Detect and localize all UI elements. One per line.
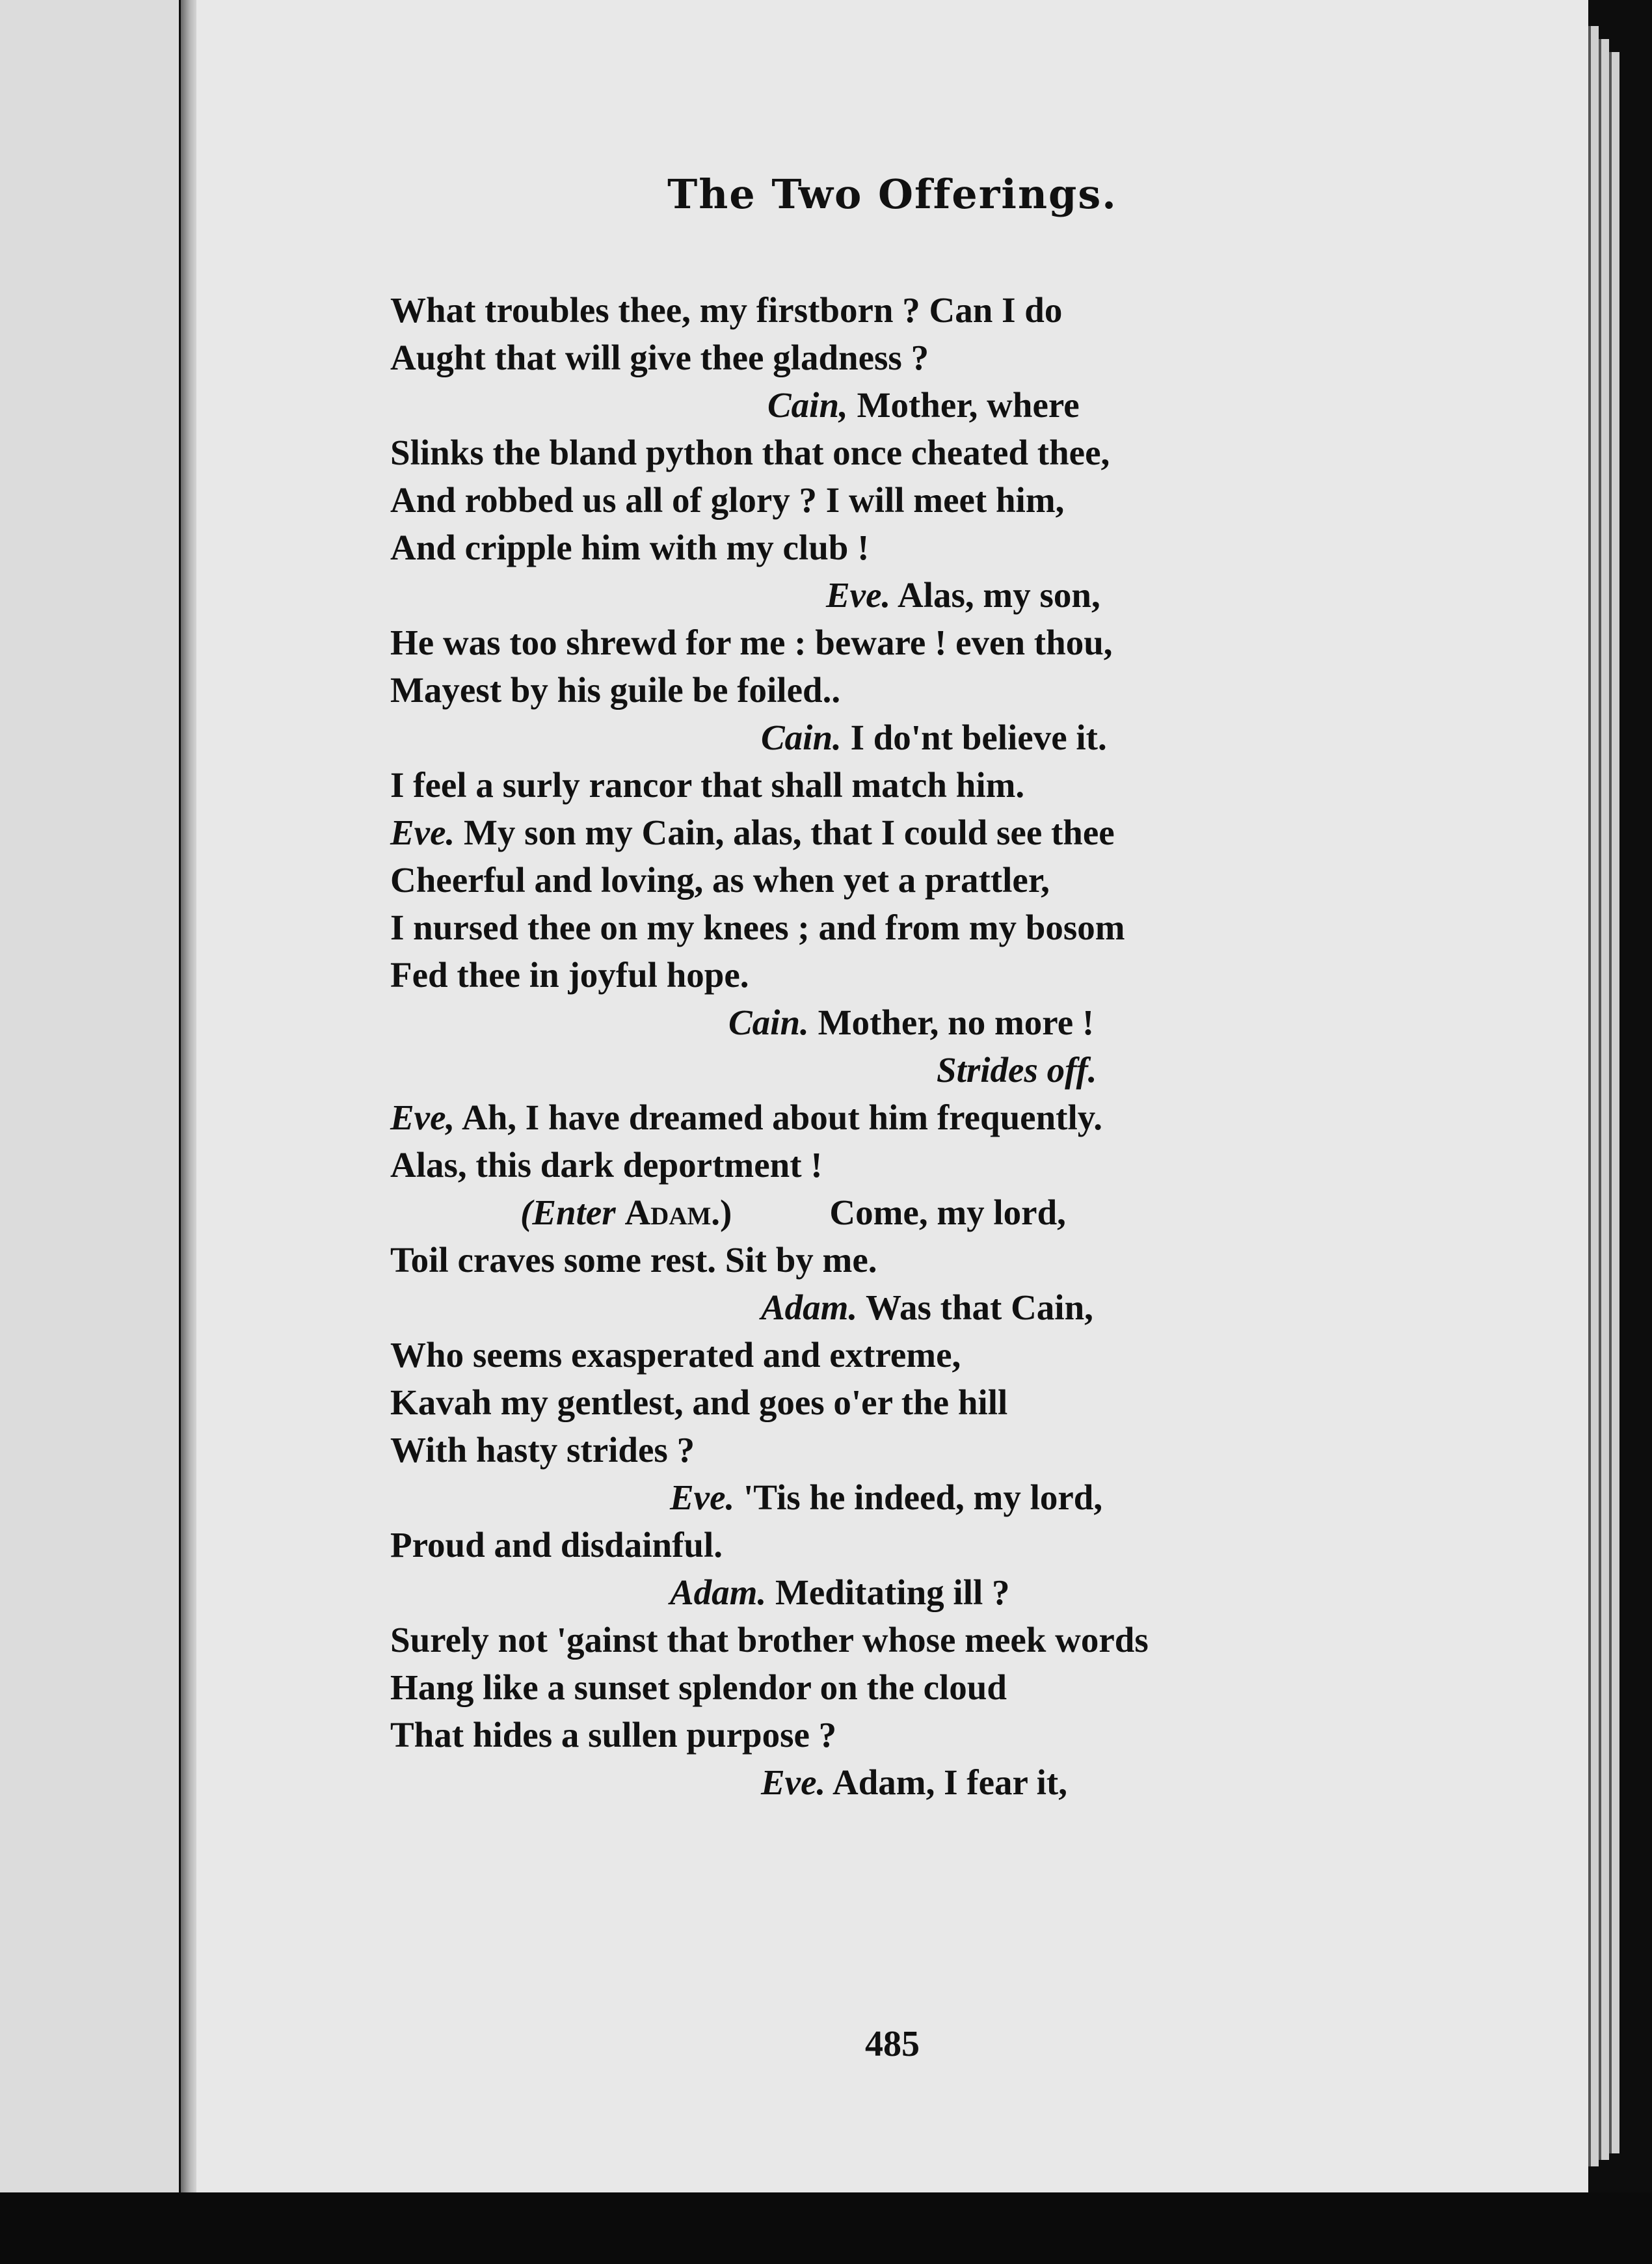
verse-line: [390, 1284, 1275, 1331]
verse-line: [390, 1331, 1275, 1379]
verse-line: [390, 666, 1275, 714]
speaker-name: Eve,: [390, 1098, 455, 1137]
line-text: My son my Cain, alas, that I could see thee: [455, 813, 1115, 852]
line-text: Cheerful and loving, as when yet a prattler,: [390, 860, 1050, 900]
verse-line: [390, 856, 1275, 904]
line-text: He was too shrewd for me : beware ! even thou,: [390, 623, 1113, 662]
verse-line: [390, 1759, 1275, 1806]
running-head: The Two Offerings.: [667, 170, 1117, 218]
line-text: Kavah my gentlest, and goes o'er the hill: [390, 1382, 1008, 1422]
line-text: Aught that will give thee gladness ?: [390, 338, 929, 377]
line-text: Mother, where: [847, 385, 1080, 425]
verse-line: [390, 1616, 1275, 1664]
verse-line: [390, 1664, 1275, 1711]
verse-line: [390, 1474, 1275, 1521]
line-text: That hides a sullen purpose ?: [390, 1715, 837, 1755]
speaker-name: Eve.: [761, 1762, 826, 1802]
verse-line: [390, 951, 1275, 999]
line-text: What troubles thee, my firstborn ? Can I do: [390, 290, 1063, 330]
speaker-name: Adam.: [761, 1287, 858, 1327]
verse-line: [390, 809, 1275, 856]
speaker-name: Adam.: [670, 1572, 767, 1612]
verse-line: [390, 1569, 1275, 1616]
line-text: Ah, I have dreamed about him frequently.: [455, 1098, 1102, 1137]
stage-direction: Strides off.: [937, 1050, 1097, 1090]
speaker-name: Eve.: [670, 1477, 735, 1517]
verse-line: [390, 1046, 1275, 1094]
line-text: Alas, this dark deportment !: [390, 1145, 823, 1185]
speaker-name: Eve.: [826, 575, 891, 615]
line-text: Fed thee in joyful hope.: [390, 955, 749, 995]
verse-line: [390, 761, 1275, 809]
page-number: 485: [865, 2024, 920, 2064]
verse-line: [390, 1236, 1275, 1284]
line-text: Proud and disdainful.: [390, 1525, 723, 1565]
line-text: Adam, I fear it,: [825, 1762, 1067, 1802]
verse-line: [390, 714, 1275, 761]
page-edge-3: [1609, 52, 1619, 2153]
verse-line: [390, 1094, 1275, 1141]
page-edge-1: [1588, 26, 1599, 2166]
stage-direction-name: Adam.: [624, 1193, 721, 1232]
line-text: I feel a surly rancor that shall match him.: [390, 765, 1025, 805]
line-text: Slinks the bland python that once cheated thee,: [390, 433, 1110, 472]
line-text: And cripple him with my club !: [390, 528, 870, 567]
verse-line: [390, 1426, 1275, 1474]
speaker-name: Cain.: [728, 1003, 809, 1042]
page-edge-2: [1599, 39, 1609, 2160]
line-text: And robbed us all of glory ? I will meet him,: [390, 480, 1065, 520]
line-text: Mayest by his guile be foiled..: [390, 670, 841, 710]
verse-line: [390, 1189, 1275, 1236]
verse-line: [390, 1711, 1275, 1759]
line-text: Mother, no more !: [808, 1003, 1095, 1042]
speaker-name: Cain,: [767, 385, 848, 425]
verse-line: [390, 571, 1275, 619]
line-text: Meditating ill ?: [766, 1572, 1010, 1612]
line-text: Toil craves some rest. Sit by me.: [390, 1240, 877, 1280]
line-text: Alas, my son,: [890, 575, 1100, 615]
line-text: 'Tis he indeed, my lord,: [734, 1477, 1103, 1517]
line-text: Come, my lord,: [829, 1193, 1066, 1232]
line-text: Surely not 'gainst that brother whose meek words: [390, 1620, 1149, 1660]
verse-line: [390, 999, 1275, 1046]
book-gutter: [181, 0, 196, 2192]
line-text: Hang like a sunset splendor on the cloud: [390, 1667, 1007, 1707]
verse-line: [390, 1141, 1275, 1189]
verse-line: [390, 334, 1275, 381]
verse-line: [390, 904, 1275, 951]
verse-line: [390, 619, 1275, 666]
speaker-name: Cain.: [761, 718, 842, 757]
verse-line: [390, 286, 1275, 334]
verse-line: [390, 524, 1275, 571]
verse-block: [390, 286, 1275, 1806]
verse-line: [390, 476, 1275, 524]
facing-page-edge: [0, 0, 179, 2192]
line-text: Was that Cain,: [857, 1287, 1093, 1327]
verse-line: [390, 1379, 1275, 1426]
verse-line: [390, 381, 1275, 429]
stage-direction-close: ): [720, 1193, 732, 1232]
stage-direction-open: (Enter: [520, 1193, 625, 1232]
line-text: I do'nt believe it.: [841, 718, 1107, 757]
scan-background: [0, 2192, 1652, 2264]
verse-line: [390, 1521, 1275, 1569]
line-text: Who seems exasperated and extreme,: [390, 1335, 961, 1375]
speaker-name: Eve.: [390, 813, 455, 852]
line-text: I nursed thee on my knees ; and from my bosom: [390, 908, 1125, 947]
line-text: With hasty strides ?: [390, 1430, 695, 1470]
verse-line: [390, 429, 1275, 476]
